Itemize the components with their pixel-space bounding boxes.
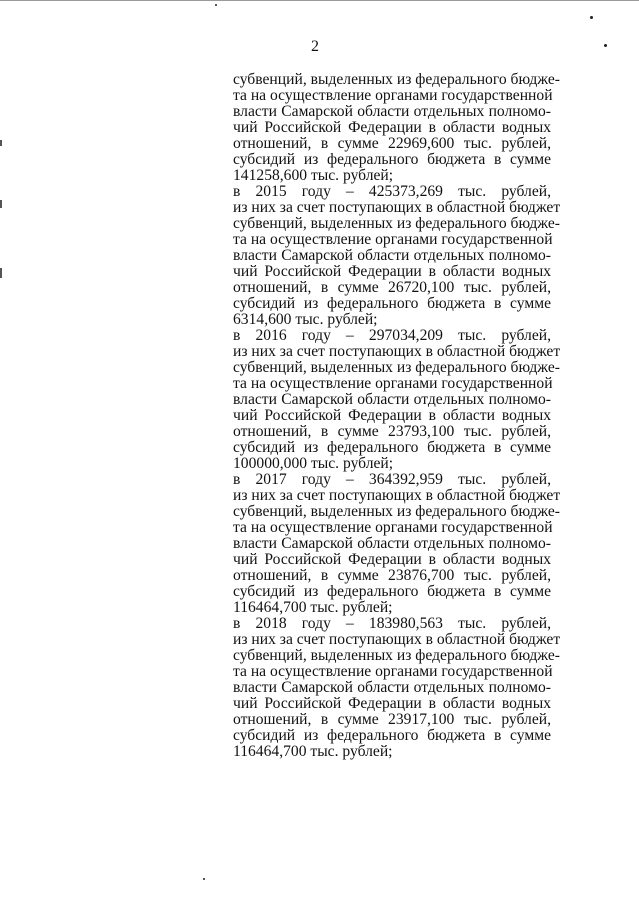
text-line: власти Самарской области отдельных полномо- [233, 535, 551, 552]
text-line: 116464,700 тыс. рублей; [233, 599, 393, 616]
scan-speck [215, 4, 217, 6]
text-line: субвенций, выделенных из федерального бюдже- [233, 359, 560, 376]
page-top-edge [0, 0, 639, 1]
text-line: субвенций, выделенных из федерального бюдже- [233, 215, 560, 232]
text-line: чий Российской Федерации в области водных [233, 263, 551, 280]
body-text [233, 71, 561, 760]
text-line: та на осуществление органами государственной [233, 231, 553, 248]
text-line: отношений, в сумме 26720,100 тыс. рублей, [233, 279, 551, 296]
scan-speck [203, 878, 205, 880]
scan-speck [604, 44, 607, 47]
scan-edge-marks [0, 140, 3, 280]
text-line: власти Самарской области отдельных полномо- [233, 391, 551, 408]
text-line: 141258,600 тыс. рублей; [233, 167, 394, 184]
text-line: субсидий из федерального бюджета в сумме [233, 295, 551, 312]
text-line: в 2015 году – 425373,269 тыс. рублей, [233, 183, 551, 200]
text-line: чий Российской Федерации в области водных [233, 695, 551, 712]
text-line: чий Российской Федерации в области водных [233, 119, 551, 136]
text-line: та на осуществление органами государственной [233, 663, 553, 680]
text-line: субвенций, выделенных из федерального бюдже- [233, 647, 560, 664]
text-line: в 2018 году – 183980,563 тыс. рублей, [233, 615, 551, 632]
text-line: та на осуществление органами государственной [233, 375, 553, 392]
text-line: 100000,000 тыс. рублей; [233, 455, 394, 472]
text-line: субвенций, выделенных из федерального бюдже- [233, 71, 560, 88]
text-line: в 2017 году – 364392,959 тыс. рублей, [233, 471, 551, 488]
text-line: из них за счет поступающих в областной бюджет [233, 631, 561, 648]
text-line: чий Российской Федерации в области водных [233, 407, 551, 424]
text-line: из них за счет поступающих в областной бюджет [233, 199, 561, 216]
text-line: из них за счет поступающих в областной бюджет [233, 343, 561, 360]
page-number: 2 [311, 38, 319, 55]
text-line: власти Самарской области отдельных полномо- [233, 103, 551, 120]
text-line: чий Российской Федерации в области водных [233, 551, 551, 568]
text-line: отношений, в сумме 22969,600 тыс. рублей, [233, 135, 551, 152]
text-line: субвенций, выделенных из федерального бюдже- [233, 503, 560, 520]
text-line: субсидий из федерального бюджета в сумме [233, 583, 551, 600]
text-line: 116464,700 тыс. рублей; [233, 743, 393, 760]
text-line: отношений, в сумме 23793,100 тыс. рублей, [233, 423, 551, 440]
text-line: из них за счет поступающих в областной бюджет [233, 487, 561, 504]
text-line: субсидий из федерального бюджета в сумме [233, 151, 551, 168]
text-line: 6314,600 тыс. рублей; [233, 311, 378, 328]
scan-speck [590, 16, 593, 19]
text-line: власти Самарской области отдельных полномо- [233, 679, 551, 696]
text-line: отношений, в сумме 23876,700 тыс. рублей, [233, 567, 551, 584]
text-line: власти Самарской области отдельных полномо- [233, 247, 551, 264]
text-line: та на осуществление органами государственной [233, 87, 553, 104]
text-line: субсидий из федерального бюджета в сумме [233, 439, 551, 456]
text-line: та на осуществление органами государственной [233, 519, 553, 536]
text-line: отношений, в сумме 23917,100 тыс. рублей, [233, 711, 551, 728]
text-line: в 2016 году – 297034,209 тыс. рублей, [233, 327, 551, 344]
text-line: субсидий из федерального бюджета в сумме [233, 727, 551, 744]
